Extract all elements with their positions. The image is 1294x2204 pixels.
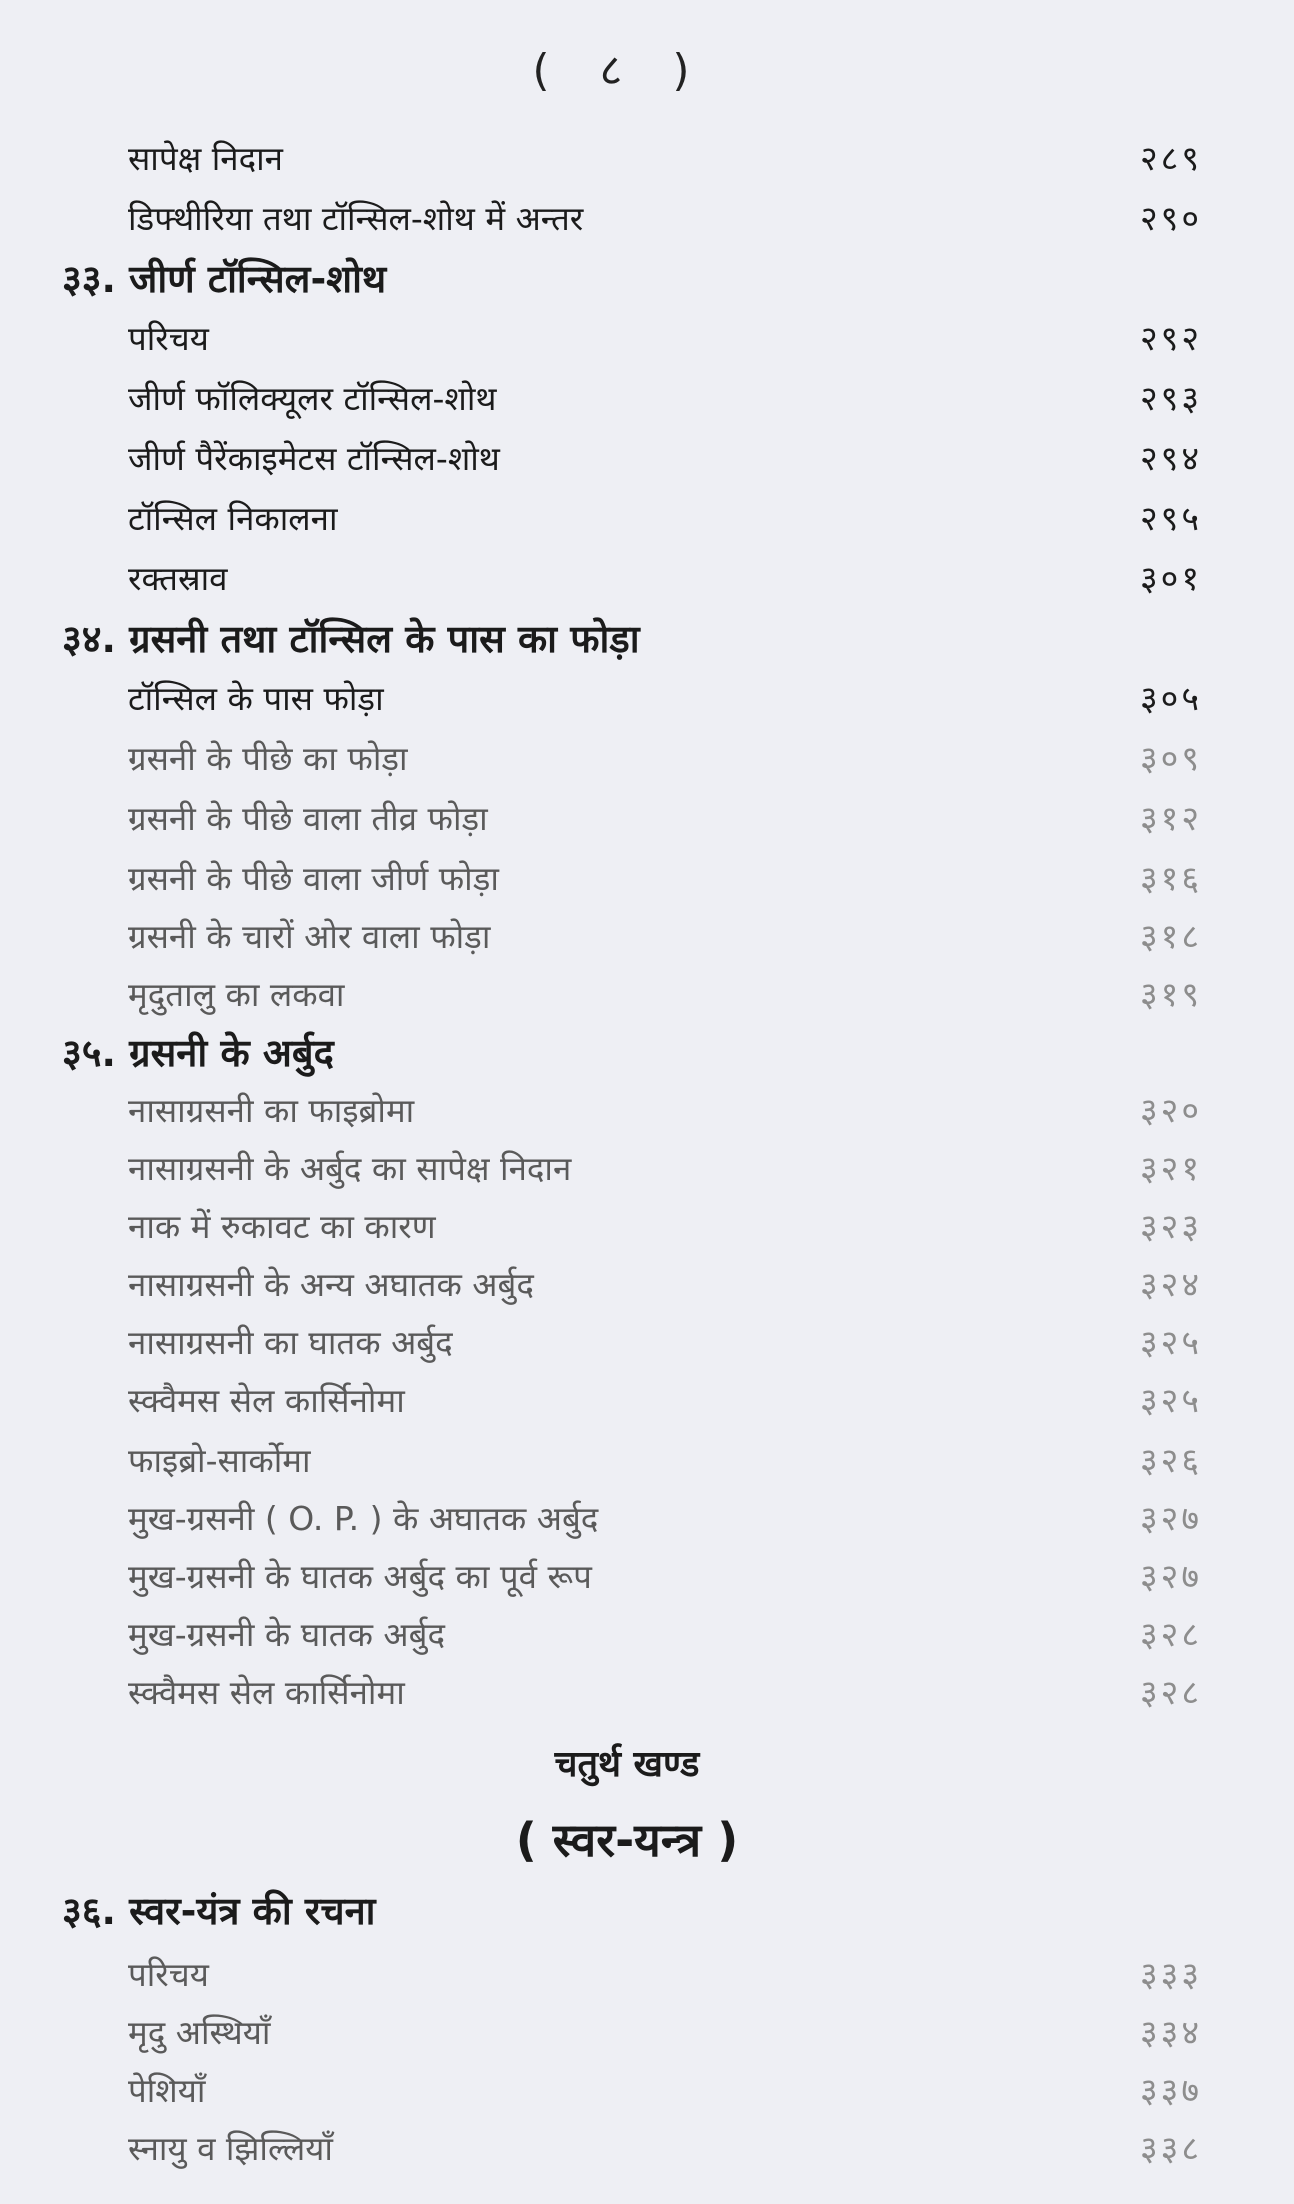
toc-entry (0, 1198, 1294, 1256)
toc-entry (0, 1548, 1294, 1606)
entry-title: स्क्वैमस सेल कार्सिनोमा (128, 1673, 405, 1712)
entry-page-number: २९५ (1139, 499, 1202, 539)
entry-title: नासाग्रसनी के अर्बुद का सापेक्ष निदान (128, 1149, 572, 1188)
toc-entry (0, 790, 1294, 848)
chapter-heading (0, 1882, 1294, 1940)
entry-title: मृदु अस्थियाँ (128, 2013, 271, 2052)
toc-entry (0, 1082, 1294, 1140)
section-title: चतुर्थ खण्ड (554, 1744, 700, 1785)
entry-page-number: ३०१ (1139, 559, 1202, 599)
toc-entry (0, 850, 1294, 908)
entry-page-number: ३२५ (1139, 1381, 1202, 1421)
entry-page-number: ३२० (1139, 1091, 1202, 1131)
entry-title: पेशियाँ (128, 2071, 206, 2110)
entry-page-number: २९० (1139, 199, 1202, 239)
entry-page-number: २९२ (1139, 319, 1202, 359)
entry-page-number: ३२८ (1139, 1615, 1202, 1655)
chapter-heading (0, 1024, 1294, 1082)
entry-title: सापेक्ष निदान (128, 139, 283, 178)
entry-page-number: ३२५ (1139, 1323, 1202, 1363)
toc-entry (0, 130, 1294, 188)
entry-title: ग्रसनी के पीछे का फोड़ा (128, 739, 408, 778)
entry-page-number: ३१६ (1139, 859, 1202, 899)
entry-page-number: ३२७ (1139, 1499, 1202, 1539)
entry-page-number: २९४ (1139, 439, 1202, 479)
chapter-title: ३४. ग्रसनी तथा टॉन्सिल के पास का फोड़ा (62, 617, 640, 661)
toc-entry (0, 430, 1294, 488)
entry-title: मृदुतालु का लकवा (128, 975, 345, 1014)
entry-title: मुख-ग्रसनी के घातक अर्बुद का पूर्व रूप (128, 1557, 592, 1596)
toc-entry (0, 310, 1294, 368)
entry-title: स्क्वैमस सेल कार्सिनोमा (128, 1381, 405, 1420)
entry-page-number: ३३७ (1139, 2071, 1202, 2111)
entry-title: डिफ्थीरिया तथा टॉन्सिल-शोथ में अन्तर (128, 199, 584, 238)
entry-page-number: ३२१ (1139, 1149, 1202, 1189)
toc-entry (0, 550, 1294, 608)
toc-entry (0, 730, 1294, 788)
chapter-heading (0, 250, 1294, 308)
entry-title: नाक में रुकावट का कारण (128, 1207, 436, 1246)
toc-entry (0, 2062, 1294, 2120)
entry-page-number: ३२६ (1139, 1441, 1202, 1481)
chapter-title: ३३. जीर्ण टॉन्सिल-शोथ (62, 257, 387, 301)
entry-title: स्नायु व झिल्लियाँ (128, 2129, 333, 2168)
toc-entry (0, 1372, 1294, 1430)
entry-page-number: ३३३ (1139, 1955, 1202, 1995)
entry-page-number: ३०५ (1139, 679, 1202, 719)
entry-page-number: ३१२ (1139, 799, 1202, 839)
entry-title: मुख-ग्रसनी ( O. P. ) के अघातक अर्बुद (128, 1499, 599, 1538)
entry-title: परिचय (128, 1955, 209, 1994)
toc-entry (0, 490, 1294, 548)
entry-title: ग्रसनी के चारों ओर वाला फोड़ा (128, 917, 491, 956)
entry-page-number: २९३ (1139, 379, 1202, 419)
toc-entry (0, 1946, 1294, 2004)
entry-title: टॉन्सिल निकालना (128, 499, 338, 538)
entry-page-number: २८९ (1139, 139, 1202, 179)
entry-title: टॉन्सिल के पास फोड़ा (128, 679, 384, 718)
entry-page-number: ३२४ (1139, 1265, 1202, 1305)
entry-page-number: ३३८ (1139, 2129, 1202, 2169)
page-number: ( ८ ) (532, 45, 708, 96)
entry-page-number: ३३४ (1139, 2013, 1202, 2053)
toc-entry (0, 1314, 1294, 1372)
toc-entry (0, 908, 1294, 966)
entry-title: ग्रसनी के पीछे वाला तीव्र फोड़ा (128, 799, 488, 838)
toc-entry (0, 1432, 1294, 1490)
entry-title: रक्तस्राव (128, 559, 228, 598)
entry-title: परिचय (128, 319, 209, 358)
toc-entry (0, 1256, 1294, 1314)
entry-page-number: ३०९ (1139, 739, 1202, 779)
section-subtitle: ( स्वर-यन्त्र ) (515, 1813, 739, 1867)
entry-page-number: ३१८ (1139, 917, 1202, 957)
entry-title: जीर्ण फॉलिक्यूलर टॉन्सिल-शोथ (128, 379, 497, 418)
entry-title: फाइब्रो-सार्कोमा (128, 1441, 311, 1480)
toc-entry (0, 190, 1294, 248)
toc-entry (0, 1140, 1294, 1198)
toc-entry (0, 2004, 1294, 2062)
chapter-title: ३६. स्वर-यंत्र की रचना (62, 1889, 376, 1933)
toc-entry (0, 1664, 1294, 1722)
toc-entry (0, 1606, 1294, 1664)
chapter-heading (0, 610, 1294, 668)
entry-page-number: ३२७ (1139, 1557, 1202, 1597)
entry-title: मुख-ग्रसनी के घातक अर्बुद (128, 1615, 446, 1654)
entry-title: नासाग्रसनी का घातक अर्बुद (128, 1323, 453, 1362)
entry-title: जीर्ण पैरेंकाइमेटस टॉन्सिल-शोथ (128, 439, 500, 478)
toc-entry (0, 670, 1294, 728)
entry-title: नासाग्रसनी का फाइब्रोमा (128, 1091, 415, 1130)
toc-entry (0, 1490, 1294, 1548)
toc-entry (0, 966, 1294, 1024)
entry-page-number: ३२८ (1139, 1673, 1202, 1713)
entry-title: ग्रसनी के पीछे वाला जीर्ण फोड़ा (128, 859, 499, 898)
entry-page-number: ३१९ (1139, 975, 1202, 1015)
entry-page-number: ३२३ (1139, 1207, 1202, 1247)
entry-title: नासाग्रसनी के अन्य अघातक अर्बुद (128, 1265, 534, 1304)
chapter-title: ३५. ग्रसनी के अर्बुद (62, 1031, 334, 1075)
toc-entry (0, 2120, 1294, 2178)
toc-entry (0, 370, 1294, 428)
